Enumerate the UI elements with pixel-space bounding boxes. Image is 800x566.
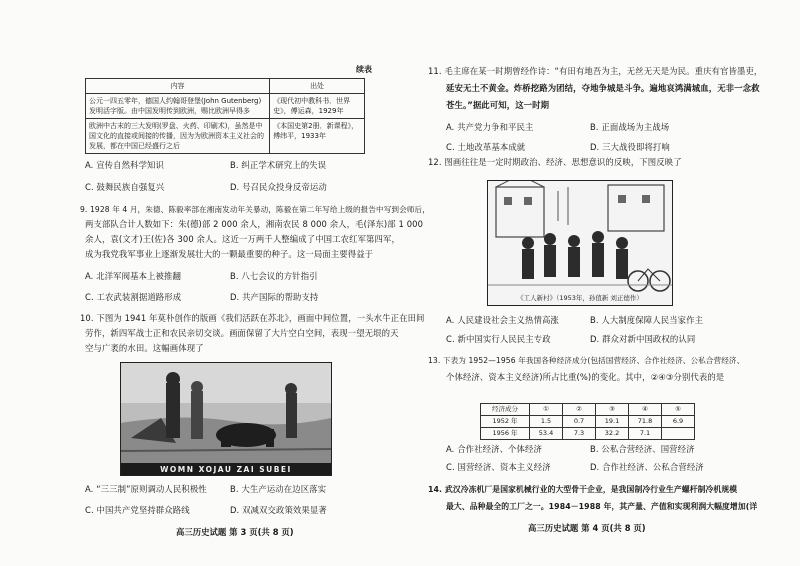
right-page-footer: 高三历史试题 第 4 页(共 8 页): [528, 523, 646, 533]
q9-option-c[interactable]: C. 工农武装割据道路形成: [85, 292, 182, 302]
q11-option-b[interactable]: B. 正面战场为主战场: [590, 122, 670, 132]
table-row: [86, 119, 365, 154]
worker-village-illustration: [488, 181, 672, 305]
q8-option-a[interactable]: A. 宣传自然科学知识: [85, 160, 165, 170]
worker-village-image: [487, 180, 673, 306]
q9-stem-line: 余人，袁(文才)王(佐)各 300 余人。这近一万两千人整编成了中国工农红军第四军，: [85, 234, 400, 244]
table-cell: 公元一四五零年，德国人约翰哥登堡(John Gutenberg)发明活字版。由中国发明传到欧洲，赐比欧洲早得多: [86, 94, 270, 119]
table-cell: 53.4: [530, 428, 563, 440]
q8-source-table: [85, 78, 365, 154]
q11-option-d[interactable]: D. 三大战役即将打响: [590, 142, 670, 152]
q10-option-a[interactable]: A. “三三制”原则调动人民积极性: [85, 484, 207, 494]
q10-stem-line: 10. 下图为 1941 年莫朴创作的版画《我们活跃在苏北》，画面中间位置，一头水牛正在田间: [80, 313, 425, 323]
q9-option-a[interactable]: A. 北洋军阀基本上被推翻: [85, 271, 181, 281]
table-cell: 《现代初中教科书．世界史》，傅运森，1929年: [270, 94, 365, 119]
table-row: [481, 428, 695, 440]
table-cell: 0.7: [563, 416, 596, 428]
table-cell: ⑤: [662, 404, 695, 416]
q9-option-b[interactable]: B. 八七会议的方针指引: [230, 271, 318, 281]
q9-stem-line: 9. 1928 年 4 月，朱德、陈毅率部在湘南发动年关暴动，陈毅在第二年写给上级的报告中写到会师后，: [80, 205, 430, 214]
q9-stem-line: 两支部队合计人数如下：朱(德)部 2 000 余人，湘南农民 8 000 余人，毛(泽东)部 1 000: [85, 219, 424, 229]
woodcut-illustration: [121, 363, 331, 475]
woodcut-image: [120, 362, 332, 476]
left-page-footer: 高三历史试题 第 3 页(共 8 页): [176, 527, 294, 537]
table-cell: 经济成分: [481, 404, 530, 416]
q12-option-c[interactable]: C. 新中国实行人民民主专政: [446, 334, 551, 344]
q14-stem-line: 最大、品种最全的工厂之一。1984－1988 年，其产量、产值和实现利润大幅度增加(详: [446, 502, 758, 511]
q11-stem-line: 延安无土不黄金。炸桥挖路为团结，夺地争城是斗争。遍地哀鸿满城血，无非一念救: [446, 83, 760, 93]
q12-option-b[interactable]: B. 人大制度保障人民当家作主: [590, 315, 704, 325]
q13-option-b[interactable]: B. 公私合营经济、国营经济: [590, 444, 695, 454]
table-cell: 1952 年: [481, 416, 530, 428]
table-cell: 1956 年: [481, 428, 530, 440]
table-cell: 19.1: [596, 416, 629, 428]
q8-option-b[interactable]: B. 纠正学术研究上的失误: [230, 160, 327, 170]
table-cell: [662, 428, 695, 440]
table-cell: 欧洲中古末的三大发明(罗盘、火药、印刷术)，虽然是中国文化的直接或间接的传播，因为为欧洲资本主义社会的发展，都在中国已经盛行之后: [86, 119, 270, 154]
q12-option-a[interactable]: A. 人民建设社会主义热情高涨: [446, 315, 559, 325]
table-cell: 6.9: [662, 416, 695, 428]
table-header: 内容: [86, 79, 270, 94]
table-cell: ②: [563, 404, 596, 416]
woodcut-caption: 《工人新村》（1953年，孙值新 刘正德作）: [517, 294, 643, 302]
q11-option-c[interactable]: C. 土地改革基本成就: [446, 142, 526, 152]
q11-stem-line: 11. 毛主席在某一时期曾经作诗：“有田有地吾为主，无丝无天是为民。重庆有官皆墨吏，: [428, 66, 763, 76]
q14-stem-line: 14. 武汉冷冻机厂是国家机械行业的大型骨干企业，是我国制冷行业生产螺杆制冷机规模: [428, 485, 738, 494]
table-row: [481, 404, 695, 416]
q10-option-d[interactable]: D. 双减双交政策效果显著: [230, 505, 327, 515]
q13-option-a[interactable]: A. 合作社经济、个体经济: [446, 444, 542, 454]
q13-option-c[interactable]: C. 国营经济、资本主义经济: [446, 462, 551, 472]
q11-stem-line: 苍生。”据此可知，这一时期: [446, 100, 550, 110]
q9-option-d[interactable]: D. 共产国际的帮助支持: [230, 292, 319, 302]
table-cell: ④: [629, 404, 662, 416]
q13-economy-table: [480, 403, 695, 440]
q13-option-d[interactable]: D. 合作社经济、公私合营经济: [590, 462, 704, 472]
table-cell: 7.1: [629, 428, 662, 440]
q8-option-d[interactable]: D. 号召民众投身反帝运动: [230, 182, 327, 192]
q10-option-c[interactable]: C. 中国共产党坚持群众路线: [85, 505, 190, 515]
table-header: 出处: [270, 79, 365, 94]
q9-stem-line: 成为我党我军事业上逐渐发展壮大的一颗最重要的种子。这一局面主要得益于: [85, 249, 374, 259]
table-cell: 71.8: [629, 416, 662, 428]
q10-stem-line: 劳作，新四军战士正和农民亲切交谈。画面保留了大片空白空间，表现一望无垠的天: [85, 328, 399, 338]
woodcut-caption: WOMN XOJAU ZAI SUBEI: [160, 465, 292, 474]
table-row: [86, 94, 365, 119]
continued-label: 续表: [356, 65, 372, 74]
q8-option-c[interactable]: C. 鼓舞民族自强复兴: [85, 182, 165, 192]
table-cell: ③: [596, 404, 629, 416]
table-row: [481, 416, 695, 428]
q10-option-b[interactable]: B. 大生产运动在边区落实: [230, 484, 327, 494]
q13-stem-line: 13. 下表为 1952—1956 年我国各种经济成分(包括国营经济、合作社经济、公私合营经济、: [428, 356, 745, 365]
table-cell: 1.5: [530, 416, 563, 428]
q13-stem-line: 个体经济、资本主义经济)所占比重(%)的变化。其中，②④③分别代表的是: [446, 372, 725, 382]
table-cell: ①: [530, 404, 563, 416]
q12-option-d[interactable]: D. 群众对新中国政权的认同: [590, 334, 696, 344]
table-cell: 32.2: [596, 428, 629, 440]
q11-option-a[interactable]: A. 共产党力争和平民主: [446, 122, 534, 132]
table-cell: 《本国史第2册．新课程》，傅纬平，1933年: [270, 119, 365, 154]
q10-stem-line: 空与广袤的水田。这幅画体现了: [85, 343, 204, 353]
q12-stem-line: 12. 图画往往是一定时期政治、经济、思想意识的反映，下图反映了: [428, 157, 682, 167]
table-cell: 7.3: [563, 428, 596, 440]
